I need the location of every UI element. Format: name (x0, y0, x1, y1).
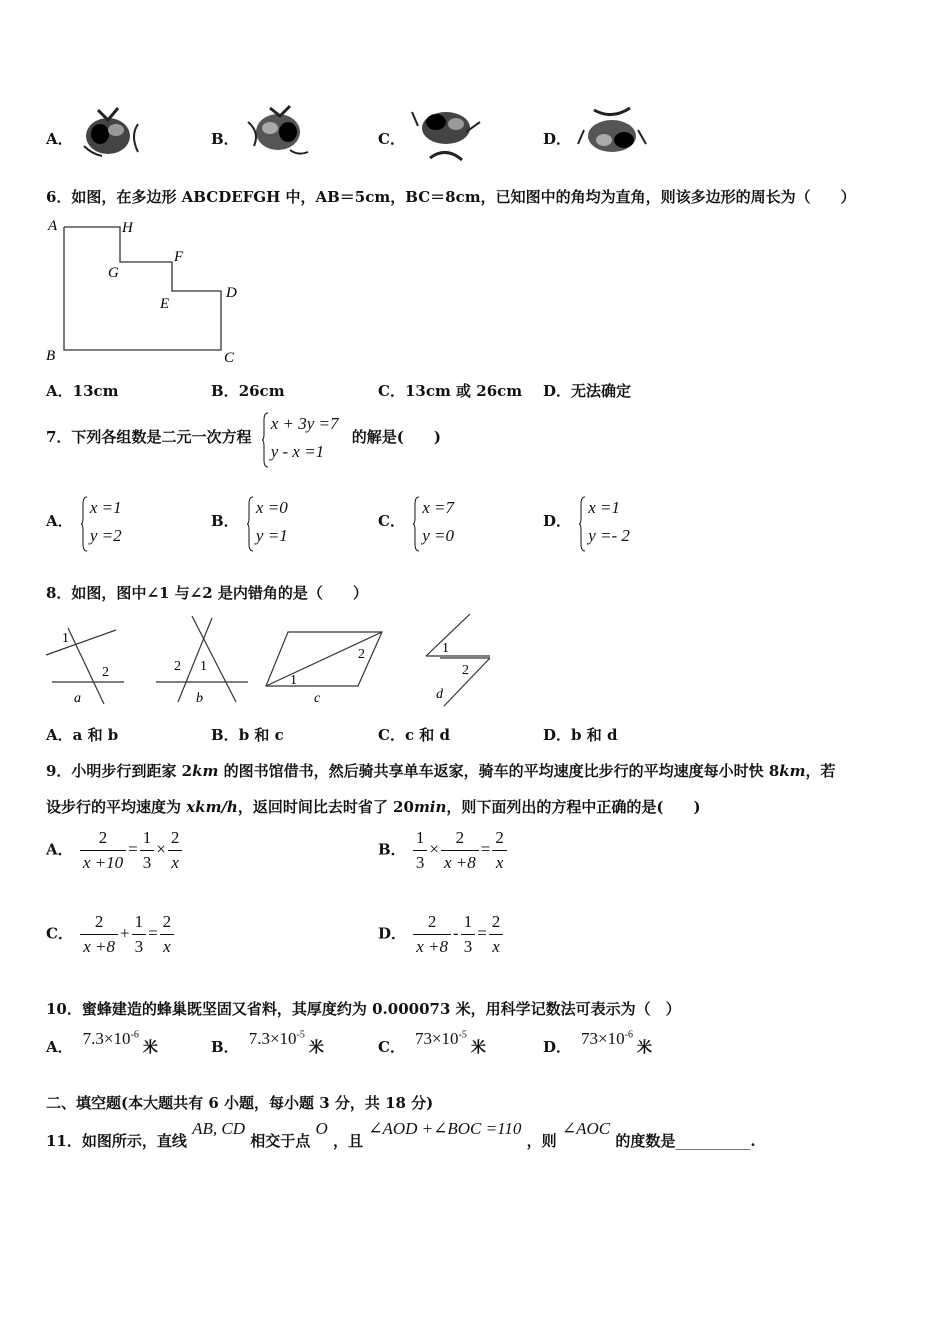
svg-text:1: 1 (62, 631, 69, 646)
q6-label-a: A (48, 218, 58, 234)
q6-option-d: D．无法确定 (543, 382, 632, 400)
q7-stem-after: 的解是( ) (351, 428, 441, 446)
q6-label-e: E (160, 296, 170, 312)
q8-option-d: D．b 和 d (543, 726, 618, 744)
q6-label-b: B (46, 348, 56, 364)
svg-text:c: c (314, 691, 321, 706)
q7-stem-before: 7．下列各组数是二元一次方程 (46, 428, 252, 446)
q8-figure-c (266, 632, 382, 706)
q5-option-b-label: B． (211, 130, 239, 148)
svg-text:2: 2 (174, 659, 181, 674)
svg-text:1: 1 (290, 673, 297, 688)
q8-figure-b (156, 616, 248, 706)
svg-text:1: 1 (442, 641, 449, 656)
q6-label-h: H (122, 220, 133, 236)
q10-option-d: D． $73\times 10^{-6}$米 (543, 1029, 652, 1056)
q10-option-c: C． $73\times 10^{-5}$米 (378, 1029, 486, 1056)
section-2-title: 二、填空题(本大题共有 6 小题，每小题 3 分，共 18 分) (46, 1094, 434, 1112)
q9-option-c: C． $\frac{2}{x +8}$ + $\frac{1}{3}$ = $\frac{2}{x}$ (46, 910, 176, 959)
q5-option-c-image (410, 102, 486, 164)
q8-option-a: A．a 和 b (46, 726, 119, 744)
q7-stem (46, 410, 441, 466)
q5-option-a-image (78, 104, 150, 162)
q5-option-a-label: A． (46, 130, 73, 148)
q8-figure-d (426, 614, 490, 706)
svg-text:b: b (196, 691, 203, 706)
q6-option-a: A．13cm (46, 382, 119, 400)
q5-option-b-image (240, 102, 316, 162)
q8-figure-a (46, 628, 124, 706)
q8-stem: 8．如图，图中∠1 与∠2 是内错角的是（ ） (46, 584, 368, 602)
q9-option-d: D． $\frac{2}{x +8}$ - $\frac{1}{3}$ = $\frac{2}{x}$ (378, 910, 505, 959)
q6-stem: 6．如图，在多边形 ABCDEFGH 中，AB＝5cm，BC＝8cm，已知图中的角均为直角，则该多边形的周长为（ ） (46, 188, 856, 206)
q9-stem-line1: 9．小明步行到距家 2km 的图书馆借书，然后骑共享单车返家，骑车的平均速度比步行的平均速度每小时快 8km，若 (46, 762, 836, 780)
q8-option-b: B．b 和 c (211, 726, 284, 744)
q9-stem-line2: 设步行的平均速度为 xkm/h，返回时间比去时省了 20min，则下面列出的方程中正确的是( ) (46, 798, 701, 816)
q10-option-b: B． $7.3\times 10^{-5}$米 (211, 1029, 324, 1056)
q10-stem: 10．蜜蜂建造的蜂巢既坚固又省料，其厚度约为 0.000073 米，用科学记数法可表示为（ ） (46, 1000, 681, 1018)
q9-option-b: B． $\frac{1}{3}$ × $\frac{2}{x +8}$ = $\frac{2}{x}$ (378, 826, 509, 875)
q6-option-c: C．13cm 或 26cm (378, 382, 523, 400)
q6-label-f: F (174, 249, 184, 265)
q8-option-c: C．c 和 d (378, 726, 451, 744)
q6-option-b: B．26cm (211, 382, 285, 400)
q6-polygon-figure (40, 212, 250, 372)
q7-option-b: B． x =0 y =1 (211, 494, 288, 550)
svg-text:2: 2 (462, 663, 469, 678)
q8-figures (40, 610, 510, 710)
svg-text:a: a (74, 691, 81, 706)
q7-equation-system: x + 3y =7 y - x =1 (261, 410, 339, 466)
q7-option-a: A． x =1 y =2 (46, 494, 122, 550)
q11-stem: 11．如图所示，直线 AB, CD 相交于点 O ，且 ∠AOD +∠BOC =110 ，则 ∠AOC 的度数是__________. (46, 1119, 756, 1150)
q6-label-g: G (108, 265, 119, 281)
svg-text:2: 2 (102, 665, 109, 680)
q10-option-a: A． $7.3\times 10^{-6}$米 (46, 1029, 158, 1056)
svg-text:2: 2 (358, 647, 365, 662)
q6-label-c: C (224, 350, 235, 366)
svg-text:d: d (436, 687, 443, 702)
svg-text:1: 1 (200, 659, 207, 674)
q5-option-d-label: D． (543, 130, 572, 148)
q7-option-d: D． x =1 y =- 2 (543, 494, 630, 550)
q9-option-a: A． $\frac{2}{x +10}$ = $\frac{1}{3}$ × $\frac{2}{x}$ (46, 826, 184, 875)
q5-option-c-label: C． (378, 130, 405, 148)
q6-label-d: D (226, 285, 237, 301)
q5-option-d-image (574, 100, 650, 162)
q7-option-c: C． x =7 y =0 (378, 494, 454, 550)
